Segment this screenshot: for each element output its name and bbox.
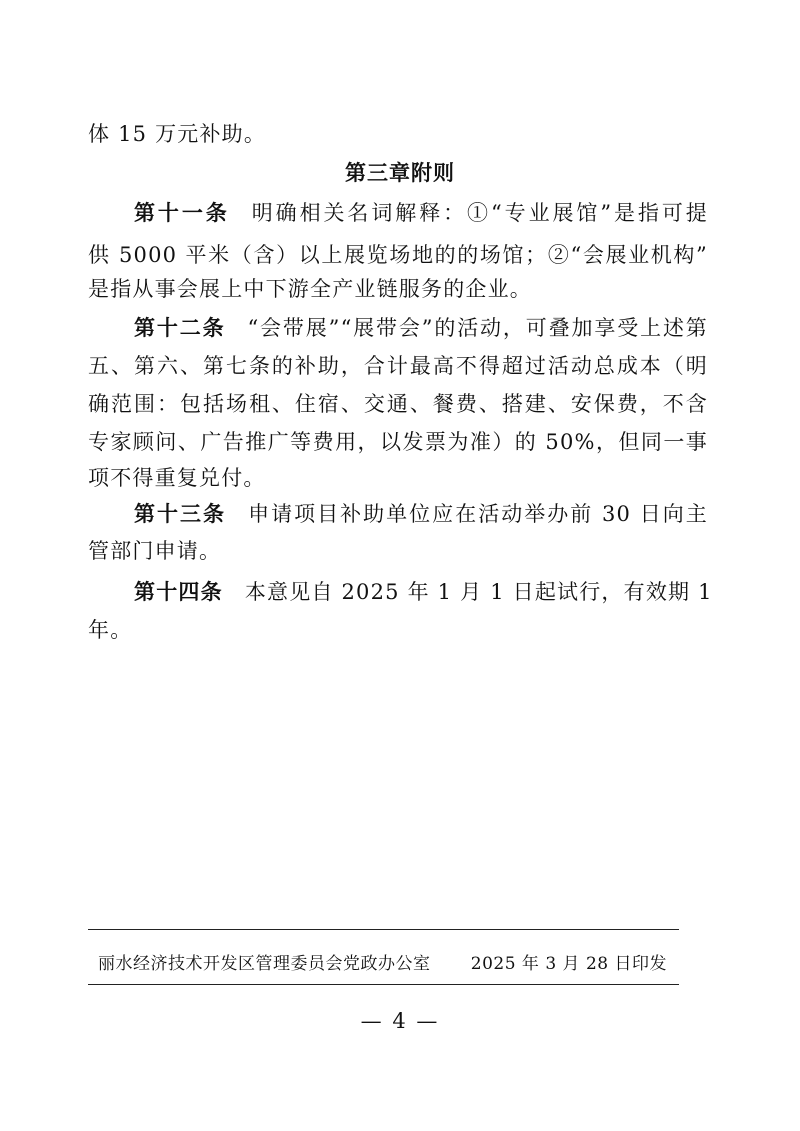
article-12-line-3: 确范围：包括场租、住宿、交通、餐费、搭建、安保费，不含 xyxy=(88,392,708,416)
article-11-text-1: 明确相关名词解释：①“专业展馆”是指可提 xyxy=(251,201,708,225)
page-number: — 4 — xyxy=(360,1009,440,1033)
article-12-line-2: 五、第六、第七条的补助，合计最高不得超过活动总成本（明 xyxy=(88,354,708,378)
article-12-line-1 xyxy=(88,307,708,349)
article-14-line-1 xyxy=(88,571,713,613)
footer-bottom-rule xyxy=(88,984,679,985)
article-11-line-1 xyxy=(88,192,708,234)
article-12-text-1: “会带展”“展带会”的活动，可叠加享受上述第 xyxy=(247,316,708,340)
article-14-line-2: 年。 xyxy=(88,618,133,642)
article-12-label: 第十二条 xyxy=(134,315,226,340)
article-12-line-5: 项不得重复兑付。 xyxy=(88,466,266,490)
article-13-text-1: 申请项目补助单位应在活动举办前 30 日向主 xyxy=(248,502,708,526)
article-13-line-2: 管部门申请。 xyxy=(88,539,222,563)
footer-date: 2025 年 3 月 28 日印发 xyxy=(470,954,667,974)
article-14-label: 第十四条 xyxy=(134,579,223,604)
article-11-label: 第十一条 xyxy=(134,200,230,225)
article-12-line-4: 专家顾问、广告推广等费用，以发票为准）的 50%，但同一事 xyxy=(88,430,708,454)
article-13-line-1 xyxy=(88,493,708,535)
article-11-line-3: 是指从事会展上中下游全产业链服务的企业。 xyxy=(88,277,532,301)
footer-issuer: 丽水经济技术开发区管理委员会党政办公室 xyxy=(98,954,431,974)
footer-top-rule xyxy=(88,929,679,930)
continuation-line: 体 15 万元补助。 xyxy=(88,122,267,146)
article-13-label: 第十三条 xyxy=(134,501,227,526)
chapter-title: 第三章附则 xyxy=(345,160,455,185)
article-14-text-1: 本意见自 2025 年 1 月 1 日起试行，有效期 1 xyxy=(244,580,713,604)
article-11-line-2: 供 5000 平米（含）以上展览场地的的场馆；②“会展业机构” xyxy=(88,243,708,267)
